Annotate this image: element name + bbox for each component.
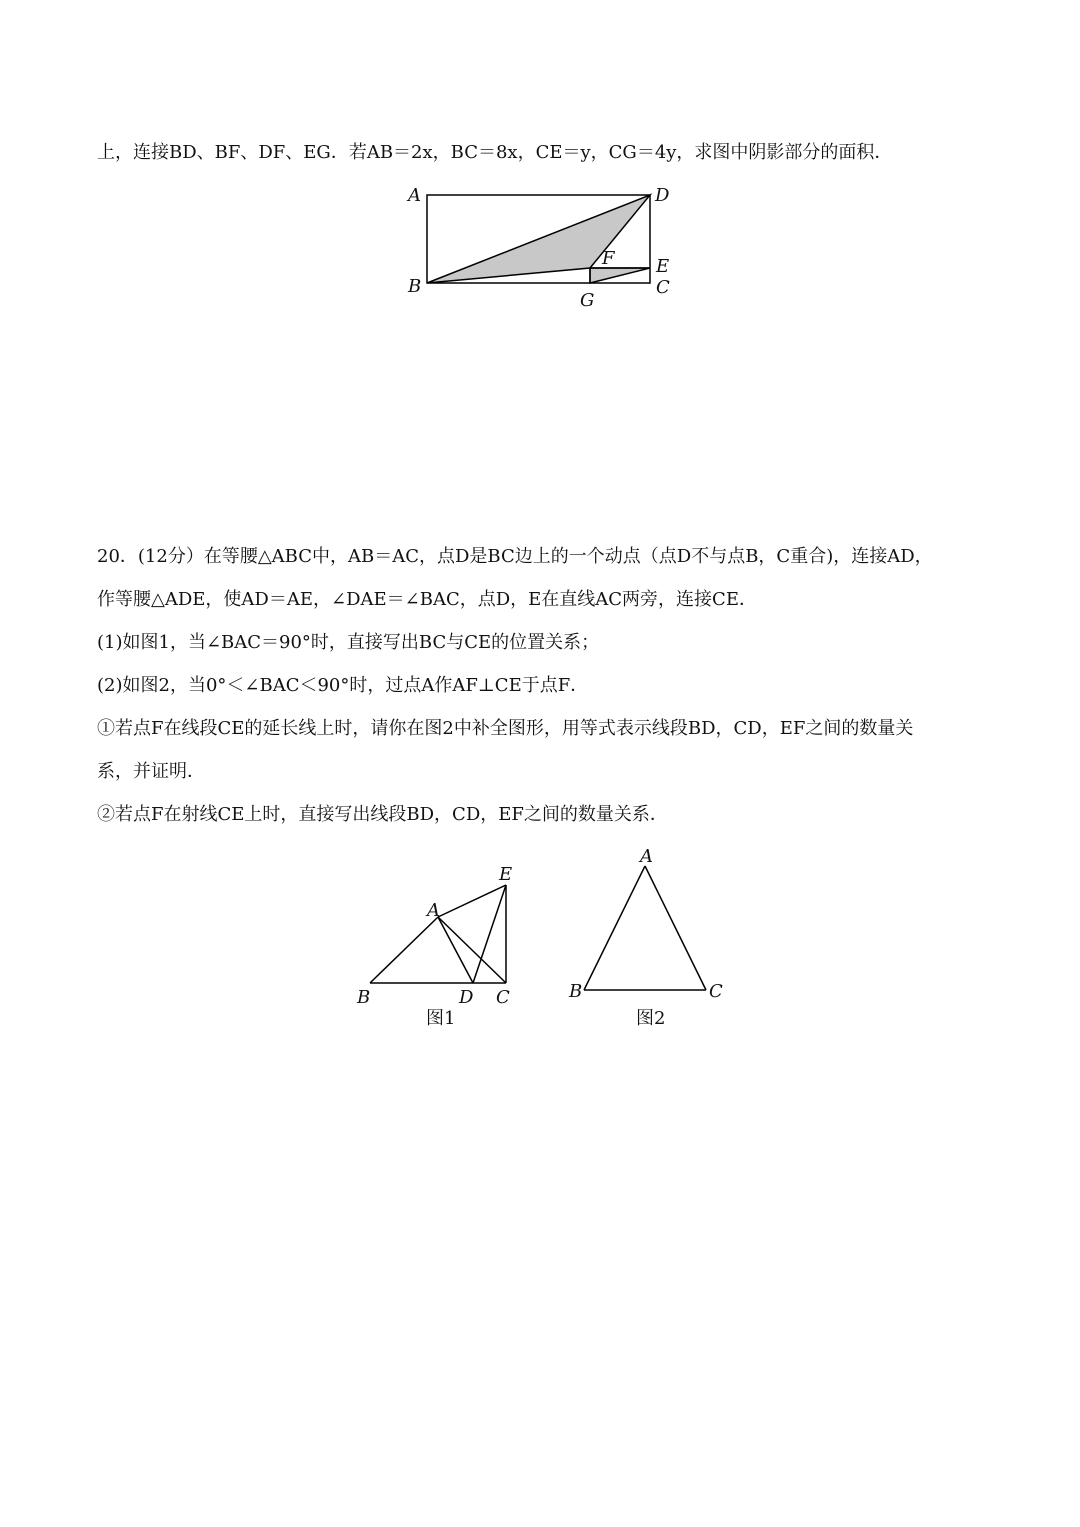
problem-20-sub1-line2: 系，并证明． <box>97 761 205 782</box>
problem-19-figure <box>400 180 690 310</box>
label-d: D <box>655 185 670 206</box>
label-a: A <box>408 185 421 206</box>
fig1-label-d: D <box>459 987 474 1008</box>
label-c: C <box>656 277 670 298</box>
segment-ac <box>645 866 706 990</box>
label-g: G <box>580 290 595 311</box>
label-b: B <box>408 276 422 297</box>
fig1-label-b: B <box>357 987 371 1008</box>
label-e: E <box>656 256 670 277</box>
figure-2 <box>560 840 740 1040</box>
shaded-triangle-efg <box>590 268 650 283</box>
segment-ac <box>438 917 506 983</box>
problem-20-part2: (2)如图2，当0°＜∠BAC＜90°时，过点A作AF⊥CE于点F． <box>97 675 589 696</box>
problem-20-part1: (1)如图1，当∠BAC＝90°时，直接写出BC与CE的位置关系； <box>97 632 600 653</box>
problem-20-sub1-line1: ①若点F在线段CE的延长线上时，请你在图2中补全图形，用等式表示线段BD，CD，EF之间的数量关 <box>97 718 914 739</box>
segment-ab <box>584 866 645 990</box>
fig1-label-c: C <box>496 987 510 1008</box>
segment-ae <box>438 885 506 917</box>
segment-ba <box>370 917 438 983</box>
problem-20-intro-line1: 20．(12分）在等腰△ABC中，AB＝AC，点D是BC边上的一个动点（点D不与点B，C重合)，连接AD， <box>97 546 933 567</box>
segment-ad <box>438 917 473 983</box>
problem-20-sub2: ②若点F在射线CE上时，直接写出线段BD，CD，EF之间的数量关系． <box>97 804 668 825</box>
figure-1-caption: 图1 <box>426 1008 456 1029</box>
figure-1 <box>350 860 530 1040</box>
fig2-label-c: C <box>709 981 723 1002</box>
fig1-label-e: E <box>499 864 513 885</box>
problem-19-text: 上，连接BD、BF、DF、EG．若AB＝2x，BC＝8x，CE＝y，CG＝4y，求图中阴影部分的面积． <box>97 142 893 163</box>
label-f: F <box>602 248 615 269</box>
segment-de <box>473 885 506 983</box>
fig2-label-a: A <box>640 846 653 867</box>
fig2-label-b: B <box>569 981 583 1002</box>
problem-20-intro-line2: 作等腰△ADE，使AD＝AE，∠DAE＝∠BAC，点D，E在直线AC两旁，连接CE． <box>97 589 757 610</box>
fig1-label-a: A <box>427 900 440 921</box>
figure-2-caption: 图2 <box>636 1008 666 1029</box>
